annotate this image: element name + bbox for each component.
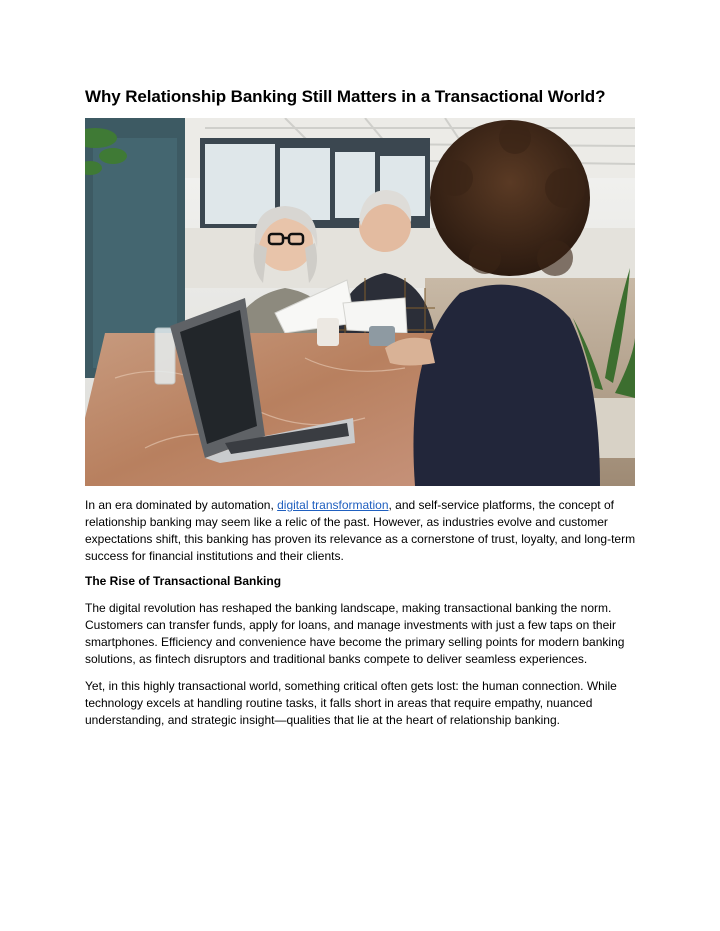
article-hero-image bbox=[85, 118, 635, 486]
intro-text-before-link: In an era dominated by automation, bbox=[85, 498, 278, 512]
section-heading-rise: The Rise of Transactional Banking bbox=[85, 574, 282, 588]
article-title: Why Relationship Banking Still Matters in a Transactional World? bbox=[85, 87, 606, 106]
intro-paragraph bbox=[85, 497, 645, 565]
paragraph-digital-revolution: The digital revolution has reshaped the banking landscape, making transactional banking the norm. Customers can transfer funds, apply for loans, and manage investments with just a few taps on their smartphones. Efficiency and convenience have become the primary selling points for modern banking solutions, as fintech disruptors and traditional banks compete to deliver seamless experiences. bbox=[85, 601, 625, 666]
intro-text-after-link: , and self-service platforms, the concept of relationship banking may seem like a relic of the past. However, as industries evolve and customer expectations shift, this banking has proven its relevance as a cornerstone of trust, loyalty, and long-term success for financial institutions and their clients. bbox=[85, 498, 636, 563]
digital-transformation-link[interactable]: digital transformation bbox=[277, 498, 389, 512]
paragraph-human-connection: Yet, in this highly transactional world, something critical often gets lost: the human connection. While technology excels at handling routine tasks, it falls short in areas that require empathy, nuanced understanding, and strategic insight—qualities that lie at the heart of relationship banking. bbox=[85, 679, 617, 727]
